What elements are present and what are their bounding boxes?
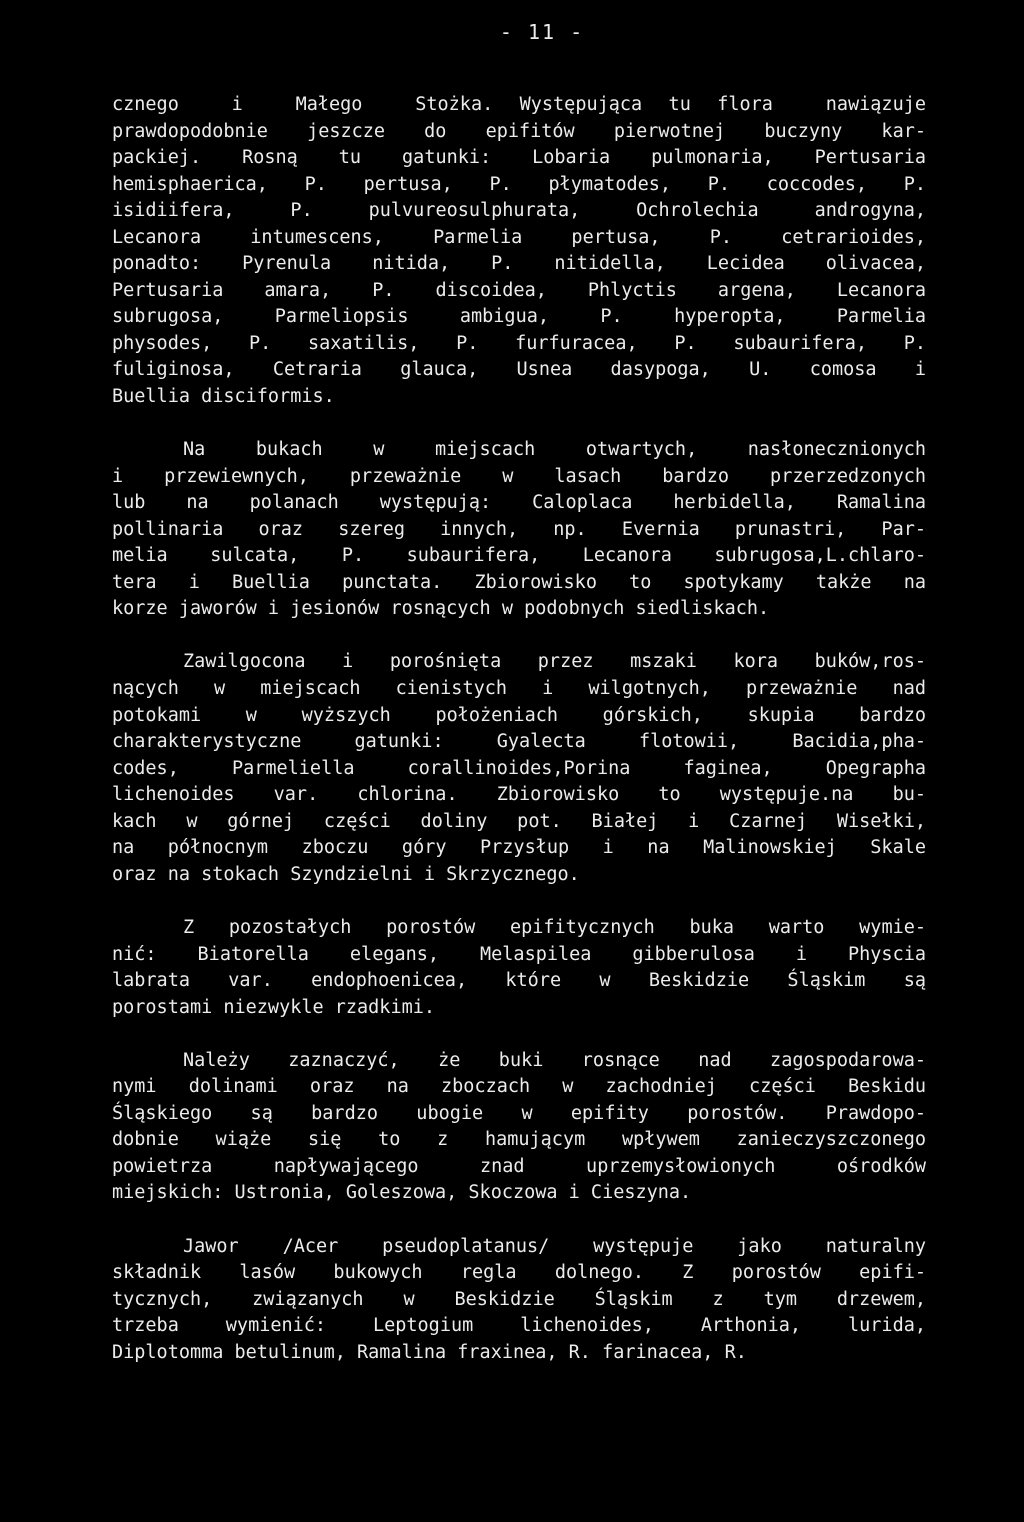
text-line: melia sulcata, P. subaurifera, Lecanora subrugosa,L.chlaro- <box>112 545 926 567</box>
text-line: isidiifera, P. pulvureosulphurata, Ochrolechia androgyna, <box>112 200 926 222</box>
text-line: potokami w wyższych położeniach górskich, skupia bardzo <box>112 704 926 726</box>
text-line: lub na polanach występują: Caloplaca herbidella, Ramalina <box>112 492 926 514</box>
text-line: physodes, P. saxatilis, P. furfuracea, P. subaurifera, P. <box>112 332 926 354</box>
text-line: packiej. Rosną tu gatunki: Lobaria pulmonaria, Pertusaria <box>112 147 926 169</box>
text-line: Pertusaria amara, P. discoidea, Phlyctis argena, Lecanora <box>112 279 926 301</box>
text-line: lichenoides var. chlorina. Zbiorowisko to występuje.na bu- <box>112 784 926 806</box>
text-line: Diplotomma betulinum, Ramalina fraxinea, R. farinacea, R. <box>112 1341 747 1363</box>
text-line: korze jaworów i jesionów rosnących w podobnych siedliskach. <box>112 598 770 620</box>
paragraph-6 <box>112 1234 926 1367</box>
text-line: kach w górnej części doliny pot. Białej i Czarnej Wisełki, <box>112 810 926 832</box>
text-line: pollinaria oraz szereg innych, np. Evernia prunastri, Par- <box>112 518 926 540</box>
text-line: charakterystyczne gatunki: Gyalecta flotowii, Bacidia,pha- <box>112 731 926 753</box>
text-line: nących w miejscach cienistych i wilgotnych, przeważnie nad <box>112 678 926 700</box>
text-line: labrata var. endophoenicea, które w Beskidzie Śląskim są <box>112 970 926 992</box>
paragraph-5 <box>112 1048 926 1207</box>
text-line: miejskich: Ustronia, Goleszowa, Skoczowa i Cieszyna. <box>112 1182 692 1204</box>
text-line: na północnym zboczu góry Przysłup i na Malinowskiej Skale <box>112 837 926 859</box>
document-body <box>112 92 926 1366</box>
text-line: cznego i Małego Stożka. Występująca tu flora nawiązuje <box>112 94 926 115</box>
text-line: tera i Buellia punctata. Zbiorowisko to spotykamy także na <box>112 571 926 593</box>
paragraph-gap <box>112 411 926 438</box>
text-line: ponadto: Pyrenula nitida, P. nitidella, Lecidea olivacea, <box>112 253 926 275</box>
text-line: dobnie wiąże się to z hamującym wpływem zanieczyszczonego <box>112 1129 926 1151</box>
text-line: oraz na stokach Szyndzielni i Skrzycznego. <box>112 863 580 885</box>
paragraph-gap <box>112 888 926 915</box>
paragraph-gap <box>112 1021 926 1048</box>
paragraph-3 <box>112 649 926 888</box>
text-line: Śląskiego są bardzo ubogie w epifity porostów. Prawdopo- <box>112 1102 926 1124</box>
page-number: - 11 - <box>499 20 585 44</box>
text-line: nymi dolinami oraz na zboczach w zachodniej części Beskidu <box>112 1076 926 1098</box>
paragraph-gap <box>112 623 926 650</box>
text-line: prawdopodobnie jeszcze do epifitów pierwotnej buczyny kar- <box>112 120 926 142</box>
text-line: tycznych, związanych w Beskidzie Śląskim z tym drzewem, <box>112 1288 926 1310</box>
text-line: Jawor /Acer pseudoplatanus/ występuje jako naturalny <box>183 1235 926 1257</box>
text-line: powietrza napływającego znad uprzemysłowionych ośrodków <box>112 1155 926 1177</box>
text-line: Na bukach w miejscach otwartych, nasłonecznionych <box>183 439 926 461</box>
paragraph-2 <box>112 437 926 623</box>
text-line: składnik lasów bukowych regla dolnego. Z porostów epifi- <box>112 1262 926 1284</box>
text-line: Buellia disciformis. <box>112 386 335 408</box>
text-line: Zawilgocona i porośnięta przez mszaki kora buków,ros- <box>183 651 926 673</box>
text-line: Lecanora intumescens, Parmelia pertusa, P. cetrarioides, <box>112 226 926 248</box>
text-line: subrugosa, Parmeliopsis ambigua, P. hyperopta, Parmelia <box>112 306 926 328</box>
paragraph-gap <box>112 1207 926 1234</box>
text-line: Z pozostałych porostów epifitycznych buka warto wymie- <box>183 916 926 938</box>
text-line: trzeba wymienić: Leptogium lichenoides, Arthonia, lurida, <box>112 1315 926 1337</box>
text-line: Należy zaznaczyć, że buki rosnące nad zagospodarowa- <box>183 1049 926 1071</box>
text-line: nić: Biatorella elegans, Melaspilea gibberulosa i Physcia <box>112 943 926 965</box>
text-line: codes, Parmeliella corallinoides,Porina faginea, Opegrapha <box>112 757 926 779</box>
text-line: fuliginosa, Cetraria glauca, Usnea dasypoga, U. comosa i <box>112 359 926 381</box>
text-line: hemisphaerica, P. pertusa, P. płymatodes, P. coccodes, P. <box>112 173 926 195</box>
text-line: porostami niezwykle rzadkimi. <box>112 996 436 1018</box>
paragraph-1 <box>112 92 926 411</box>
text-line: i przewiewnych, przeważnie w lasach bardzo przerzedzonych <box>112 465 926 487</box>
paragraph-4 <box>112 915 926 1021</box>
